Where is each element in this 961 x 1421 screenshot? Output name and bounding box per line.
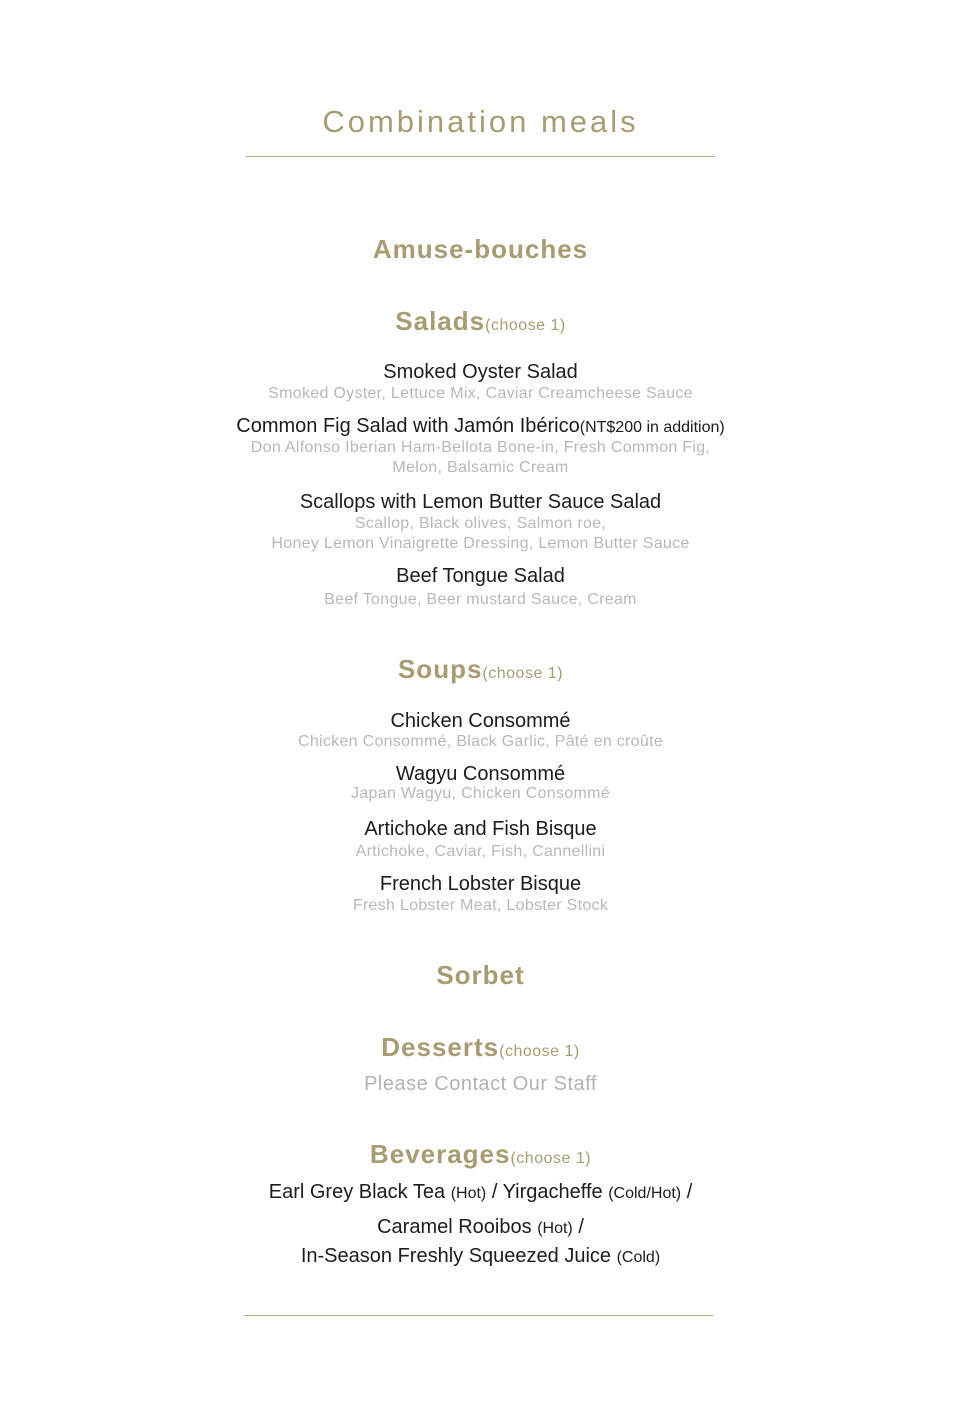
section-salads-heading bbox=[0, 304, 961, 343]
beverage-temperature: (Cold) bbox=[616, 1249, 661, 1266]
section-soups-heading bbox=[0, 652, 961, 691]
section-beverages-heading bbox=[0, 1137, 961, 1176]
beverage-name: Earl Grey Black Tea bbox=[268, 1181, 446, 1203]
beverage-name: Yirgacheffe bbox=[502, 1181, 603, 1203]
dish-description: Don Alfonso Iberian Ham-Bellota Bone-in, Fresh Common Fig, bbox=[250, 439, 711, 456]
section-amuse-bouches-heading bbox=[0, 232, 961, 266]
price-surcharge: (NT$200 in addition) bbox=[579, 419, 725, 436]
beverage-temperature: (Cold/Hot) bbox=[608, 1185, 682, 1202]
dish-name: French Lobster Bisque bbox=[379, 873, 582, 895]
dish-name: Scallops with Lemon Butter Sauce Salad bbox=[299, 491, 662, 513]
title-divider bbox=[246, 156, 715, 157]
section-heading-text: Salads bbox=[395, 306, 486, 336]
section-heading-text: Soups bbox=[397, 654, 483, 684]
dish-description: Melon, Balsamic Cream bbox=[392, 459, 569, 476]
beverage-line bbox=[0, 1180, 961, 1206]
dish-name: Artichoke and Fish Bisque bbox=[364, 818, 597, 840]
dish-name bbox=[0, 414, 961, 440]
section-heading-text: Beverages bbox=[369, 1139, 511, 1169]
dish-name: Smoked Oyster Salad bbox=[383, 361, 578, 383]
dish-description: Beef Tongue, Beer mustard Sauce, Cream bbox=[324, 591, 637, 608]
dish-name: Wagyu Consommé bbox=[395, 763, 566, 785]
dish-description: Japan Wagyu, Chicken Consommé bbox=[351, 785, 610, 802]
dessert-contact-note: Please Contact Our Staff bbox=[364, 1073, 597, 1095]
dish-description: Fresh Lobster Meat, Lobster Stock bbox=[352, 897, 609, 914]
section-desserts-heading bbox=[0, 1030, 961, 1069]
dish-name: Beef Tongue Salad bbox=[396, 565, 565, 587]
dish-description: Chicken Consommé, Black Garlic, Pâté en croûte bbox=[297, 733, 664, 750]
dish-description: Artichoke, Caviar, Fish, Cannellini bbox=[355, 843, 606, 860]
section-sorbet-heading bbox=[0, 958, 961, 992]
choose-note: (choose 1) bbox=[499, 1043, 580, 1060]
dish-name: Chicken Consommé bbox=[390, 710, 571, 732]
dish-description: Smoked Oyster, Lettuce Mix, Caviar Creamcheese Sauce bbox=[268, 385, 693, 402]
beverage-separator: / bbox=[491, 1181, 498, 1203]
beverage-line bbox=[0, 1244, 961, 1270]
choose-note: (choose 1) bbox=[510, 1150, 592, 1167]
choose-note: (choose 1) bbox=[482, 665, 564, 682]
beverage-line bbox=[0, 1215, 961, 1241]
section-heading-text: Desserts bbox=[381, 1032, 500, 1062]
section-heading-text: Sorbet bbox=[436, 960, 525, 990]
section-heading-text: Amuse-bouches bbox=[372, 234, 589, 264]
dish-name-text: Common Fig Salad with Jamón Ibérico bbox=[236, 415, 580, 437]
beverage-separator: / bbox=[578, 1216, 584, 1238]
beverage-separator: / bbox=[686, 1181, 693, 1203]
beverage-name: Caramel Rooibos bbox=[377, 1216, 532, 1238]
dish-description: Scallop, Black olives, Salmon roe, bbox=[354, 515, 607, 532]
page-title: Combination meals bbox=[322, 104, 639, 139]
footer-divider bbox=[244, 1315, 713, 1316]
beverage-temperature: (Hot) bbox=[450, 1185, 487, 1202]
beverage-name: In-Season Freshly Squeezed Juice bbox=[300, 1245, 612, 1267]
choose-note: (choose 1) bbox=[485, 317, 566, 334]
dish-description: Honey Lemon Vinaigrette Dressing, Lemon Butter Sauce bbox=[271, 535, 690, 552]
beverage-temperature: (Hot) bbox=[537, 1220, 573, 1237]
